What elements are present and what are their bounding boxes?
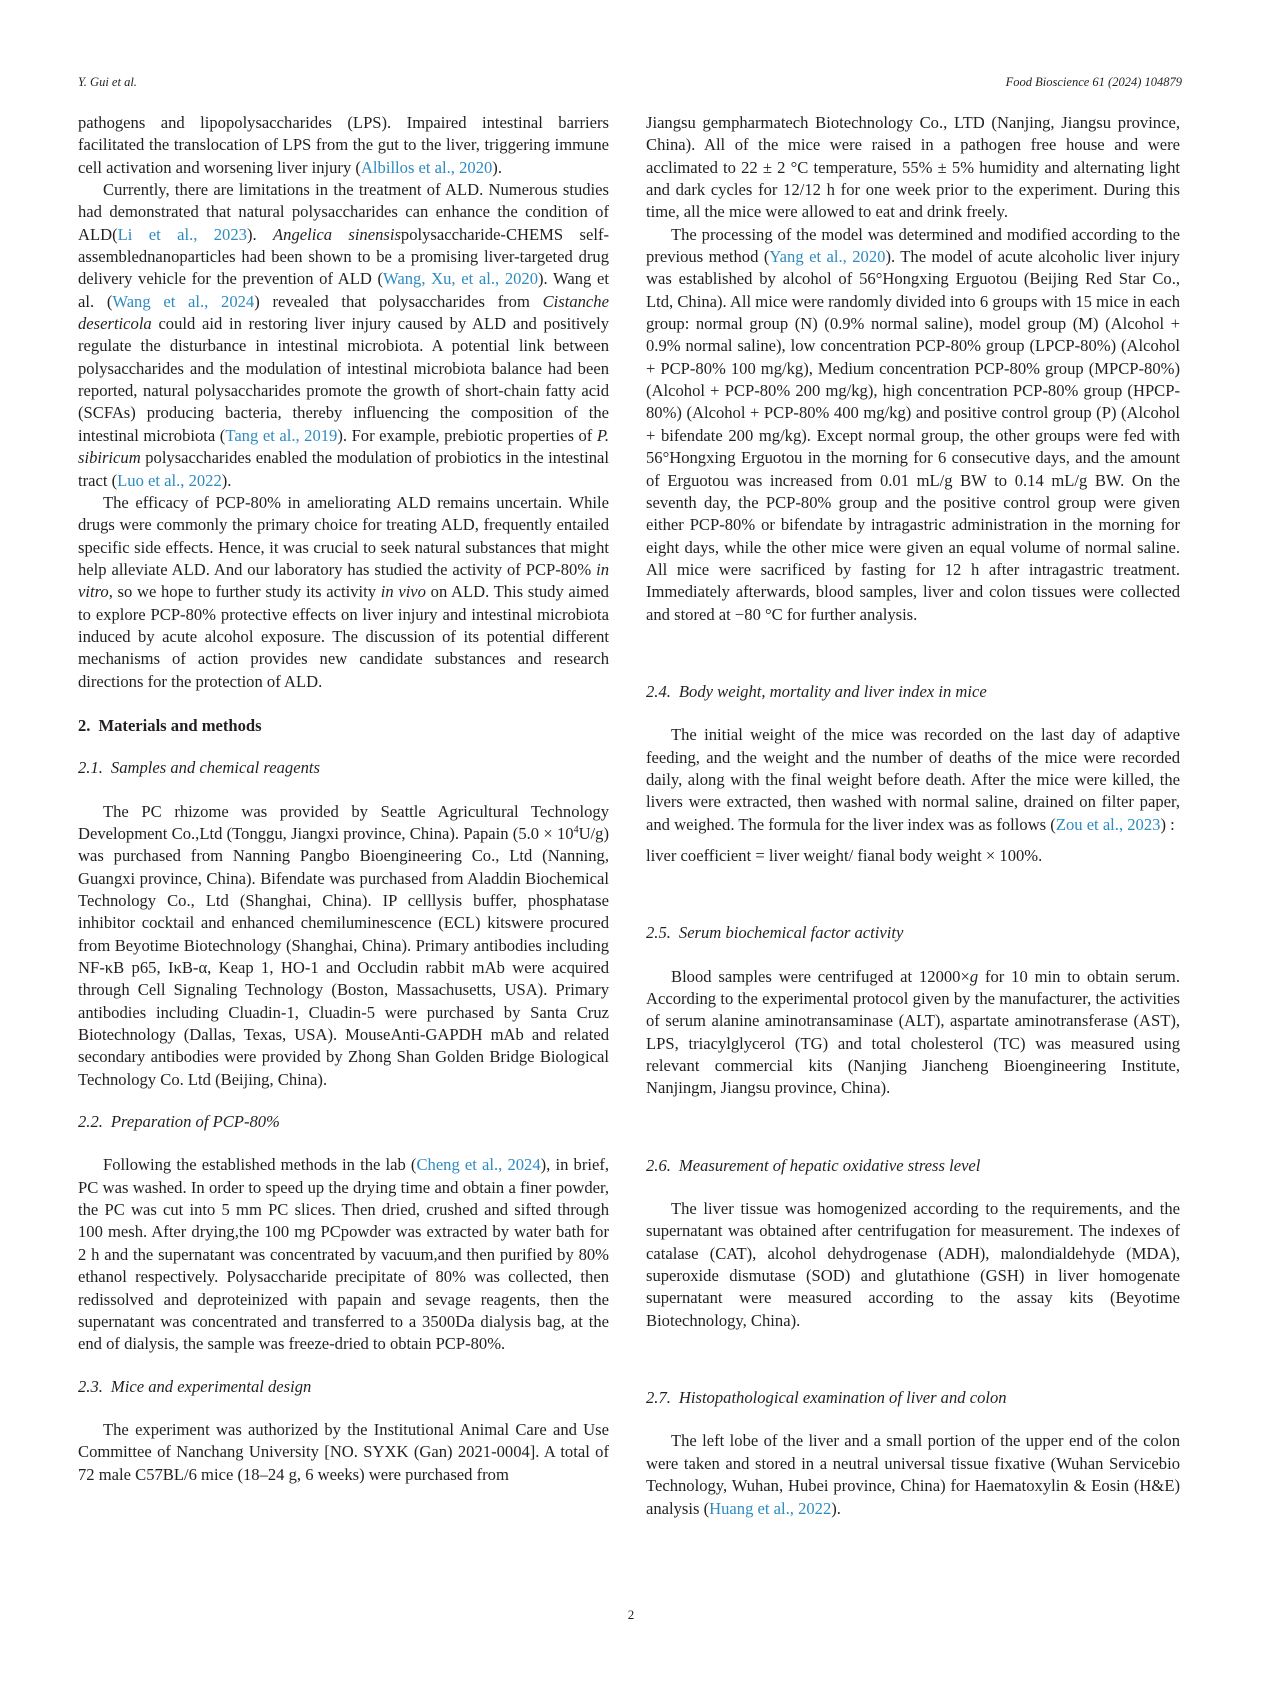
paragraph: Following the established methods in the lab (Cheng et al., 2024), in brief, PC was washed. In order to speed up the drying time and obtain a finer powder, the PC was cut into 5 mm PC slices. Then dried, crushed and sifted through 100 mesh. After drying,the 100 mg PCpowder was extracted by water bath for 2 h and the supernatant was concentrated by vacuum,and then purified by 80% ethanol respectively. Polysaccharide precipitate of 80% was collected, then redissolved and deproteinized with papain and sevage reagents, then the supernatant was concentrated and transferred to a 3500Da dialysis bag, at the end of dialysis, the sample was freeze-dried to obtain PCP-80%.	[78, 1155, 609, 1354]
left-column	[78, 112, 609, 1486]
citation-link[interactable]: Wang, Xu, et al., 2020	[383, 269, 539, 289]
paragraph: The experiment was authorized by the Institutional Animal Care and Use Committee of Nanchang University [NO. SYXK (Gan) 2021-0004]. A total of 72 male C57BL/6 mice (18–24 g, 6 weeks) were purchased from	[78, 1419, 609, 1484]
paragraph: The PC rhizome was provided by Seattle Agricultural Technology Development Co.,Ltd (Tonggu, Jiangxi province, China). Papain $(5.0 \times 10^4U/g)$ was purchased from Nanning Pangbo Bioengineering Co., Ltd (Nanning, Guangxi province, China). Bifendate was purchased from Aladdin Biochemical Technology Co., Ltd (Shanghai, China). IP celllysis buffer, phosphatase inhibitor cocktail and enhanced chemiluminescence (ECL) kitswere procured from Beyotime Biotechnology (Shanghai, China). Primary antibodies including NF-κB p65, IκB-α, Keap 1, HO-1 and Occludin rabbit mAb were acquired through Cell Signaling Technology (Boston, Massachusetts, USA). Primary antibodies including Cluadin-1, Cluadin-5 were purchased by Santa Cruz Biotechnology (Dallas, Texas, USA). MouseAnti-GAPDH mAb and related secondary antibodies were provided by Zhong Shan Golden Bridge Biological Technology Co. Ltd (Beijing, China).	[78, 801, 609, 1089]
citation-link[interactable]: Wang et al., 2024	[112, 291, 255, 311]
page-number: 2	[627, 1607, 635, 1622]
citation-link[interactable]: Li et al., 2023	[117, 224, 247, 244]
subsection-heading: 2.2. Preparation of PCP-80%	[78, 1112, 280, 1132]
subsection-heading: 2.4. Body weight, mortality and liver index in mice	[646, 681, 987, 701]
running-head-authors: Y. Gui et al.	[78, 75, 137, 89]
subsection-heading: 2.7. Histopathological examination of liver and colon	[646, 1388, 1007, 1408]
subsection-heading: 2.3. Mice and experimental design	[78, 1376, 312, 1396]
citation-link[interactable]: Cheng et al., 2024	[416, 1155, 541, 1175]
paragraph: pathogens and lipopolysaccharides (LPS). Impaired intestinal barriers facilitated the translocation of LPS from the gut to the liver, triggering immune cell activation and worsening liver injury (Albillos et al., 2020).	[78, 113, 609, 177]
equation: liver coefficient = liver weight/ fianal body weight × 100%.	[646, 845, 1043, 865]
citation-link[interactable]: Albillos et al., 2020	[360, 157, 493, 177]
citation-link[interactable]: Luo et al., 2022	[117, 470, 222, 490]
subsection-heading: 2.1. Samples and chemical reagents	[78, 758, 320, 778]
right-column	[646, 112, 1180, 1520]
paragraph: The liver tissue was homogenized according to the requirements, and the supernatant was obtained after centrifugation for measurement. The indexes of catalase (CAT), alcohol dehydrogenase (ADH), malondialdehyde (MDA), superoxide dismutase (SOD) and glutathione (GSH) in liver homogenate supernatant were measured according to the assay kits (Beyotime Biotechnology, China).	[646, 1199, 1180, 1330]
paragraph: Currently, there are limitations in the treatment of ALD. Numerous studies had demonstrated that natural polysaccharides can enhance the condition of ALD(Li et al., 2023). Angelica sinensispolysaccharide-CHEMS self-assemblednanoparticles had been shown to be a promising liver-targeted drug delivery vehicle for the prevention of ALD (Wang, Xu, et al., 2020). Wang et al. (Wang et al., 2024) revealed that polysaccharides from Cistanche deserticola could aid in restoring liver injury caused by ALD and positively regulate the disturbance in intestinal microbiota. A potential link between polysaccharides and the modulation of intestinal microbiota balance had been reported, natural polysaccharides promote the growth of short-chain fatty acid (SCFAs) producing bacteria, thereby influencing the composition of the intestinal microbiota (Tang et al., 2019). For example, prebiotic properties of P. sibiricum polysaccharides enabled the modulation of probiotics in the intestinal tract (Luo et al., 2022).	[78, 180, 610, 490]
citation-link[interactable]: Tang et al., 2019	[225, 425, 338, 445]
subsection-heading: 2.5. Serum biochemical factor activity	[646, 923, 904, 943]
subsection-heading: 2.6. Measurement of hepatic oxidative stress level	[646, 1155, 981, 1175]
paragraph: Jiangsu gempharmatech Biotechnology Co., LTD (Nanjing, Jiangsu province, China). All of the mice were raised in a pathogen free house and were acclimated to 22 ± 2 °C temperature, 55% ± 5% humidity and alternating light and dark cycles for 12/12 h for one week prior to the experiment. During this time, all the mice were allowed to eat and drink freely.	[646, 113, 1180, 222]
paragraph: The left lobe of the liver and a small portion of the upper end of the colon were taken and stored in a neutral universal tissue fixative (Wuhan Servicebio Technology, Wuhan, Hubei province, China) for Haematoxylin & Eosin (H&E) analysis (Huang et al., 2022).	[646, 1431, 1180, 1518]
running-head-journal: Food Bioscience 61 (2024) 104879	[1005, 75, 1182, 89]
citation-link[interactable]: Zou et al., 2023	[1055, 814, 1161, 834]
citation-link[interactable]: Yang et al., 2020	[769, 247, 886, 267]
citation-link[interactable]: Huang et al., 2022	[709, 1498, 832, 1518]
section-heading: 2. Materials and methods	[78, 715, 262, 735]
paragraph: The processing of the model was determined and modified according to the previous method (Yang et al., 2020). The model of acute alcoholic liver injury was established by alcohol of 56°Hongxing Erguotou (Beijing Red Star Co., Ltd, China). All mice were randomly divided into 6 groups with 15 mice in each group: normal group (N) (0.9% normal saline), model group (M) (Alcohol + 0.9% normal saline), low concentration PCP-80% group (LPCP-80%) (Alcohol + PCP-80% 100 mg/kg), Medium concentration PCP-80% group (MPCP-80%) (Alcohol + PCP-80% 200 mg/kg), high concentration PCP-80% group (HPCP-80%) (Alcohol + PCP-80% 400 mg/kg) and positive control group (P) (Alcohol + bifendate 200 mg/kg). Except normal group, the other groups were fed with 56°Hongxing Erguotou in the morning for 6 consecutive days, and the amount of Erguotou was increased from 0.01 mL/g BW to 0.14 mL/g BW. On the seventh day, the PCP-80% group and the positive control group were given either PCP-80% or bifendate by intragastric administration in the morning for eight days, while the other mice were given an equal volume of normal saline. All mice were sacrificed by fasting for 12 h after intragastric treatment. Immediately afterwards, blood samples, liver and colon tissues were collected and stored at −80 °C for further analysis.	[646, 224, 1180, 624]
paragraph: Blood samples were centrifuged at 12000×g for 10 min to obtain serum. According to the experimental protocol given by the manufacturer, the activities of serum alanine aminotransaminase (ALT), aspartate aminotransferase (AST), LPS, triacylglycerol (TG) and total cholesterol (TC) was measured using relevant commercial kits (Nanjing Jiancheng Bioengineering Institute, Nanjingm, Jiangsu province, China).	[646, 966, 1180, 1098]
paragraph: The efficacy of PCP-80% in ameliorating ALD remains uncertain. While drugs were commonly the primary choice for treating ALD, frequently entailed specific side effects. Hence, it was crucial to seek natural substances that might help alleviate ALD. And our laboratory has studied the activity of PCP-80% in vitro, so we hope to further study its activity in vivo on ALD. This study aimed to explore PCP-80% protective effects on liver injury and intestinal microbiota induced by acute alcohol exposure. The discussion of its potential different mechanisms of action provides new candidate substances and research directions for the protection of ALD.	[78, 492, 609, 691]
paragraph: The initial weight of the mice was recorded on the last day of adaptive feeding, and the weight and the number of deaths of the mice were recorded daily, along with the final weight before death. After the mice were killed, the livers were extracted, then washed with normal saline, drained on filter paper, and weighed. The formula for the liver index was as follows (Zou et al., 2023) :	[646, 725, 1180, 834]
